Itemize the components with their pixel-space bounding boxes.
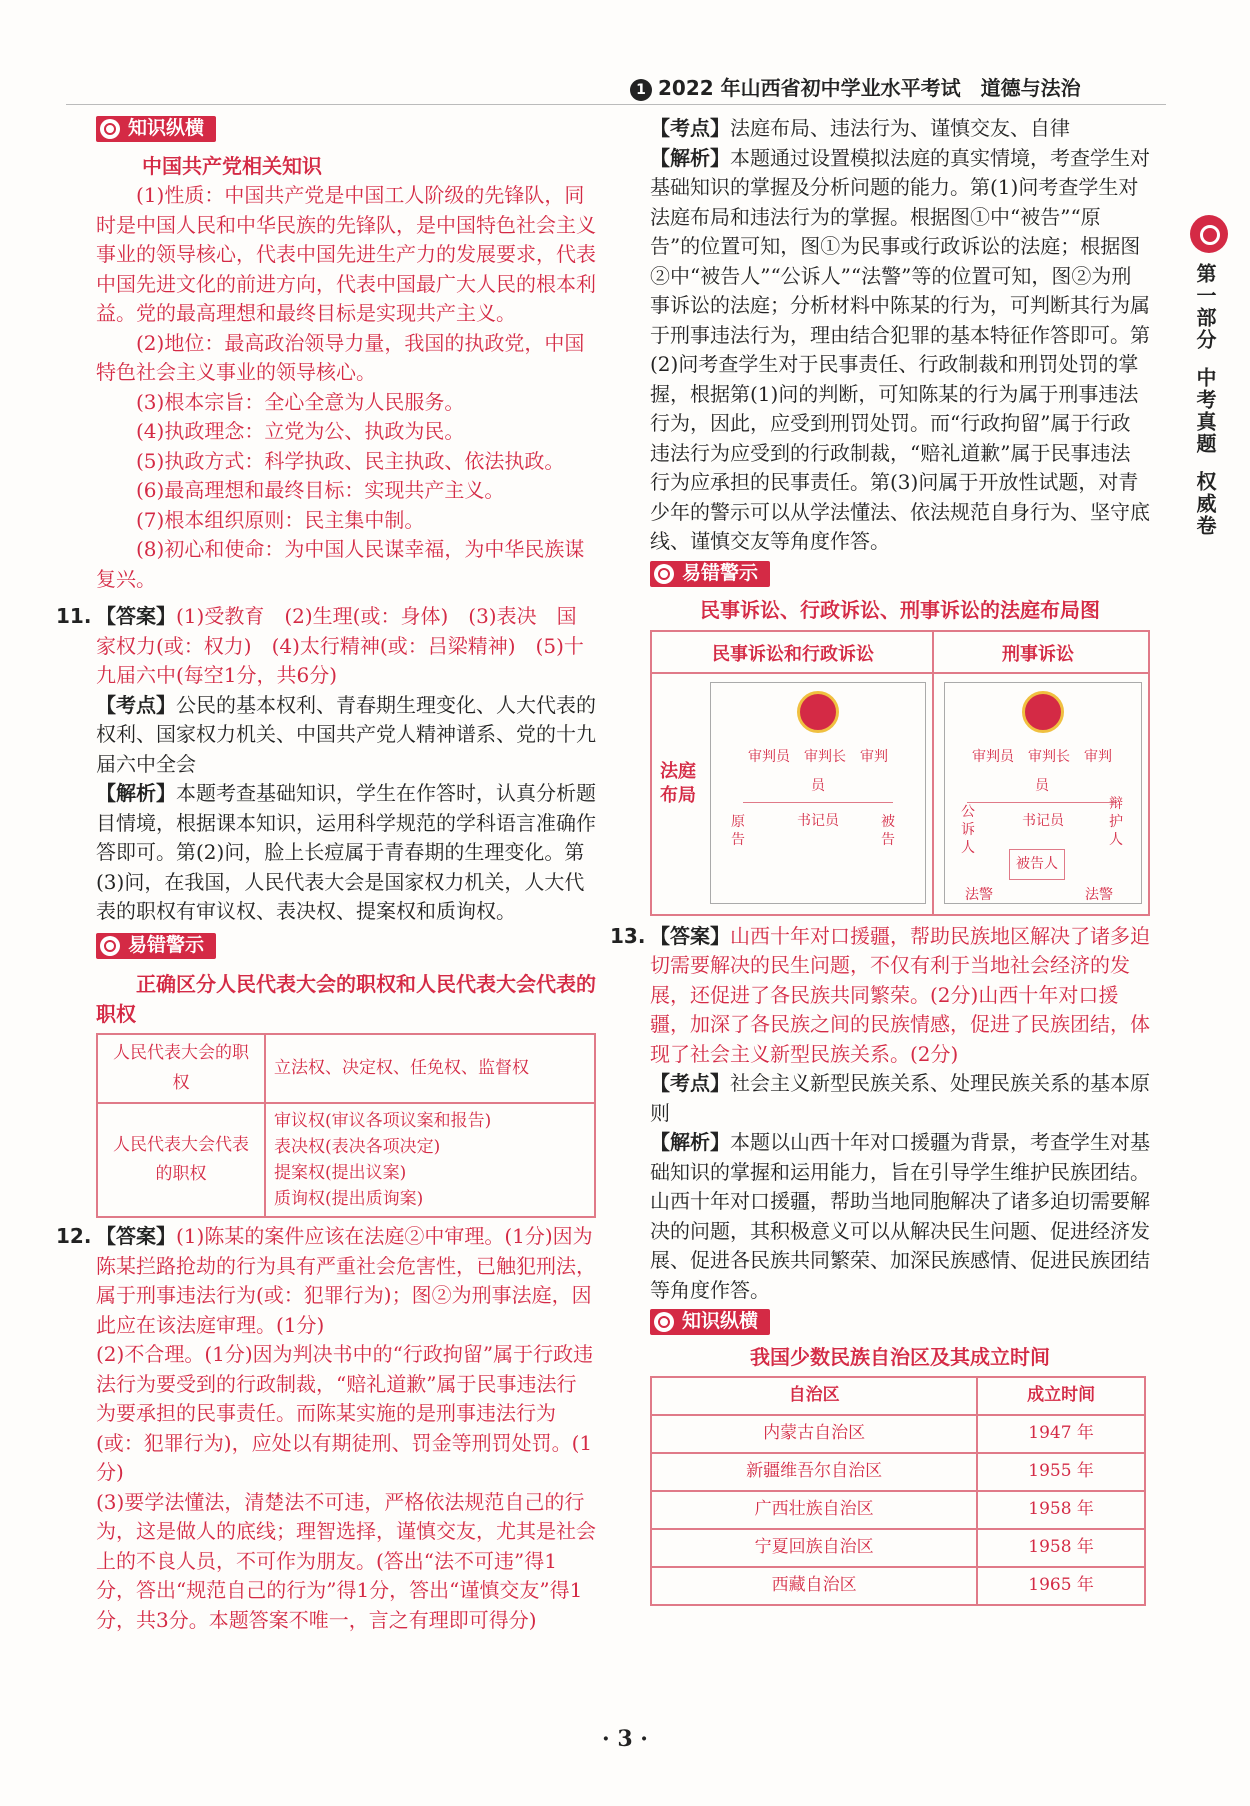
q12-point: 【考点】法庭布局、违法行为、谨慎交友、自律 bbox=[650, 116, 1070, 140]
target-icon bbox=[100, 119, 120, 139]
table-row: 西藏自治区 1965 年 bbox=[651, 1567, 1145, 1605]
exam-title: 2022 年山西省初中学业水平考试 道德与法治 bbox=[658, 76, 1081, 100]
q11-point: 【考点】公民的基本权利、青春期生理变化、人大代表的权利、国家权力机关、中国共产党人精神谱系、党的十九届六中全会 bbox=[96, 692, 596, 776]
judges: 审判员 审判长 审判员 bbox=[967, 743, 1117, 803]
police-right: 法警 bbox=[1085, 886, 1113, 903]
emblem-icon bbox=[1022, 691, 1064, 733]
q11-analysis: 【解析】本题考查基础知识，学生在作答时，认真分析题目情境，根据课本知识，运用科学规范的学科语言准确作答即可。第(2)问，脸上长痘属于青春期的生理变化。第(3)问，在我国，人民代表大会是国家权力机关，人大代表的职权有审议权、表决权、提案权和质询权。 bbox=[96, 781, 596, 923]
court-col2: 刑事诉讼 bbox=[1002, 643, 1074, 665]
header-divider bbox=[66, 104, 1166, 105]
civil-court bbox=[710, 682, 926, 904]
police-left: 法警 bbox=[965, 886, 993, 903]
warning-tag: 易错警示 bbox=[96, 933, 216, 959]
npc-powers-table bbox=[96, 1033, 596, 1218]
q13-answer: 13. 【答案】山西十年对口援疆，帮助民族地区解决了诸多迫切需要解决的民生问题，不仅有利于当地社会经济的发展，还促进了各民族共同繁荣。(2分)山西十年对口援疆，加深了各民族之间的民族情感，促进了民族团结，体现了社会主义新型民族关系。(2分) bbox=[610, 923, 1150, 1066]
table-cell: 人民代表大会代表的职权 bbox=[97, 1103, 265, 1217]
defender: 辩护人 bbox=[1109, 795, 1123, 848]
prosecutor: 公诉人 bbox=[961, 803, 975, 856]
emblem-icon bbox=[797, 691, 839, 733]
table-row: 新疆维吾尔自治区 1955 年 bbox=[651, 1453, 1145, 1491]
clerk: 书记员 bbox=[1022, 812, 1064, 829]
q13-point: 【考点】社会主义新型民族关系、处理民族关系的基本原则 bbox=[650, 1071, 1150, 1125]
q11-answer: 11. 【答案】(1)受教育 (2)生理(或：身体) (3)表决 国家权力(或：权力) (4)太行精神(或：吕梁精神) (5)十九届六中(每空1分，共6分) bbox=[56, 604, 584, 687]
target-icon bbox=[100, 936, 120, 956]
right-column bbox=[610, 114, 1150, 1606]
court-col1: 民事诉讼和行政诉讼 bbox=[712, 643, 874, 665]
warning-tag: 易错警示 bbox=[650, 561, 770, 587]
q12-answer: 12. 【答案】(1)陈某的案件应该在法庭②中审理。(1分)因为陈某拦路抢劫的行为具有严重社会危害性，已触犯刑法，属于刑事违法行为(或：犯罪行为)；图②为刑事法庭，因此应在该法庭审理。(1分) (2)不合理。(1分)因为判决书中的“行政拘留”属于行政违法行为要受到的行政制裁，“赔礼道歉”属于民事违法行为要承担的民事责任。而陈某实施的是刑事违法行为(或：犯罪行为)，应处以有期徒刑、罚金等刑罚处罚。(1分) (3)要学法懂法，清楚法不可违，严格依法规范自己的行为，这是做人的底线；理智选择，谨慎交友，尤其是社会上的不良人员，不可作为朋友。(答出“法不可违”得1分，答出“规范自己的行为”得1分，答出“谨慎交友”得1分，共3分。本题答案不唯一，言之有理即可得分) bbox=[56, 1224, 596, 1632]
q12-number: 12. bbox=[56, 1224, 92, 1248]
defendant: 被告 bbox=[881, 813, 895, 848]
clerk: 书记员 bbox=[797, 812, 839, 829]
q13-analysis: 【解析】本题以山西十年对口援疆为背景，考查学生对基础知识的掌握和运用能力，旨在引导学生维护民族团结。山西十年对口援疆，帮助当地同胞解决了诸多迫切需要解决的问题，其积极意义可以从解决民生问题、促进经济发展、促进各民族共同繁荣、加深民族感情、促进民族团结等角度作答。 bbox=[650, 1130, 1150, 1302]
table-row: 广西壮族自治区 1958 年 bbox=[651, 1491, 1145, 1529]
accused: 被告人 bbox=[1009, 849, 1065, 881]
court-row-label: 法庭布局 bbox=[660, 760, 696, 806]
q11-number: 11. bbox=[56, 604, 92, 628]
table-header: 自治区 bbox=[651, 1377, 977, 1415]
table-cell: 人民代表大会的职权 bbox=[97, 1034, 265, 1103]
table-row: 宁夏回族自治区 1958 年 bbox=[651, 1529, 1145, 1567]
court-diagram bbox=[650, 630, 1150, 916]
sidebar-section: 中考真题 bbox=[1193, 367, 1217, 455]
q12-analysis: 【解析】本题通过设置模拟法庭的真实情境，考查学生对基础知识的掌握及分析问题的能力。第(1)问考查学生对法庭布局和违法行为的掌握。根据图①中“被告”“原告”的位置可知，图①为民事或行政诉讼的法庭；根据图②中“被告人”“公诉人”“法警”等的位置可知，图②为刑事诉讼的法庭；分析材料中陈某的行为，可判断其行为属于刑事违法行为，理由结合犯罪的基本特征作答即可。第(2)问考查学生对于民事责任、行政制裁和刑罚处罚的掌握，根据第(1)问的判断，可知陈某的行为属于刑事违法行为，因此，应受到刑罚处罚。而“行政拘留”属于行政违法行为应受到的行政制裁，“赔礼道歉”属于民事违法行为应承担的民事责任。第(3)问属于开放性试题，对青少年的警示可以从学法懂法、依法规范自身行为、坚守底线、谨慎交友等角度作答。 bbox=[650, 145, 1150, 553]
autonomous-table-title: 我国少数民族自治区及其成立时间 bbox=[750, 1344, 1050, 1369]
q13-number: 13. bbox=[610, 923, 646, 948]
knowledge-tag: 知识纵横 bbox=[96, 116, 216, 142]
table-cell: 审议权(审议各项议案和报告) 表决权(表决各项决定) 提案权(提出议案) 质询权(提出质询案) bbox=[265, 1103, 595, 1217]
exam-number: 1 bbox=[630, 79, 652, 101]
judges: 审判员 审判长 审判员 bbox=[743, 743, 893, 803]
knowledge-body: (1)性质：中国共产党是中国工人阶级的先锋队，同时是中国人民和中华民族的先锋队，是中国特色社会主义事业的领导核心，代表中国先进生产力的发展要求，代表中国先进文化的前进方向，代表中国最广大人民的根本利益。党的最高理想和最终目标是实现共产主义。 (2)地位：最高政治领导力量，我国的执政党，中国特色社会主义事业的领导核心。 (3)根本宗旨：全心全意为人民服务。 (4)执政理念：立党为公、执政为民。 (5)执政方式：科学执政、民主执政、依法执政。 (6)最高理想和最终目标：实现共产主义。 (7)根本组织原则：民主集中制。 (8)初心和使命：为中国人民谋幸福，为中华民族谋复兴。 bbox=[96, 183, 596, 591]
page-number: · 3 · bbox=[602, 1726, 648, 1752]
target-icon bbox=[654, 564, 674, 584]
sidebar bbox=[1190, 215, 1232, 541]
table-cell: 立法权、决定权、任免权、监督权 bbox=[265, 1034, 595, 1103]
knowledge-tag: 知识纵横 bbox=[650, 1309, 770, 1335]
criminal-court bbox=[944, 682, 1142, 904]
table-row: 内蒙古自治区 1947 年 bbox=[651, 1415, 1145, 1453]
left-column bbox=[56, 116, 596, 1635]
plaintiff: 原告 bbox=[731, 813, 745, 848]
knowledge-title: 中国共产党相关知识 bbox=[142, 153, 322, 178]
autonomous-regions-table bbox=[650, 1376, 1146, 1606]
court-title: 民事诉讼、行政诉讼、刑事诉讼的法庭布局图 bbox=[700, 598, 1100, 622]
col-divider bbox=[932, 632, 934, 914]
target-icon bbox=[654, 1312, 674, 1332]
sidebar-part: 第一部分 bbox=[1193, 263, 1217, 351]
table-header: 成立时间 bbox=[977, 1377, 1145, 1415]
page-header bbox=[630, 72, 1150, 101]
sidebar-volume: 权威卷 bbox=[1193, 471, 1217, 537]
target-icon bbox=[1190, 215, 1228, 253]
warning-title: 正确区分人民代表大会的职权和人民代表大会代表的职权 bbox=[96, 972, 596, 1026]
